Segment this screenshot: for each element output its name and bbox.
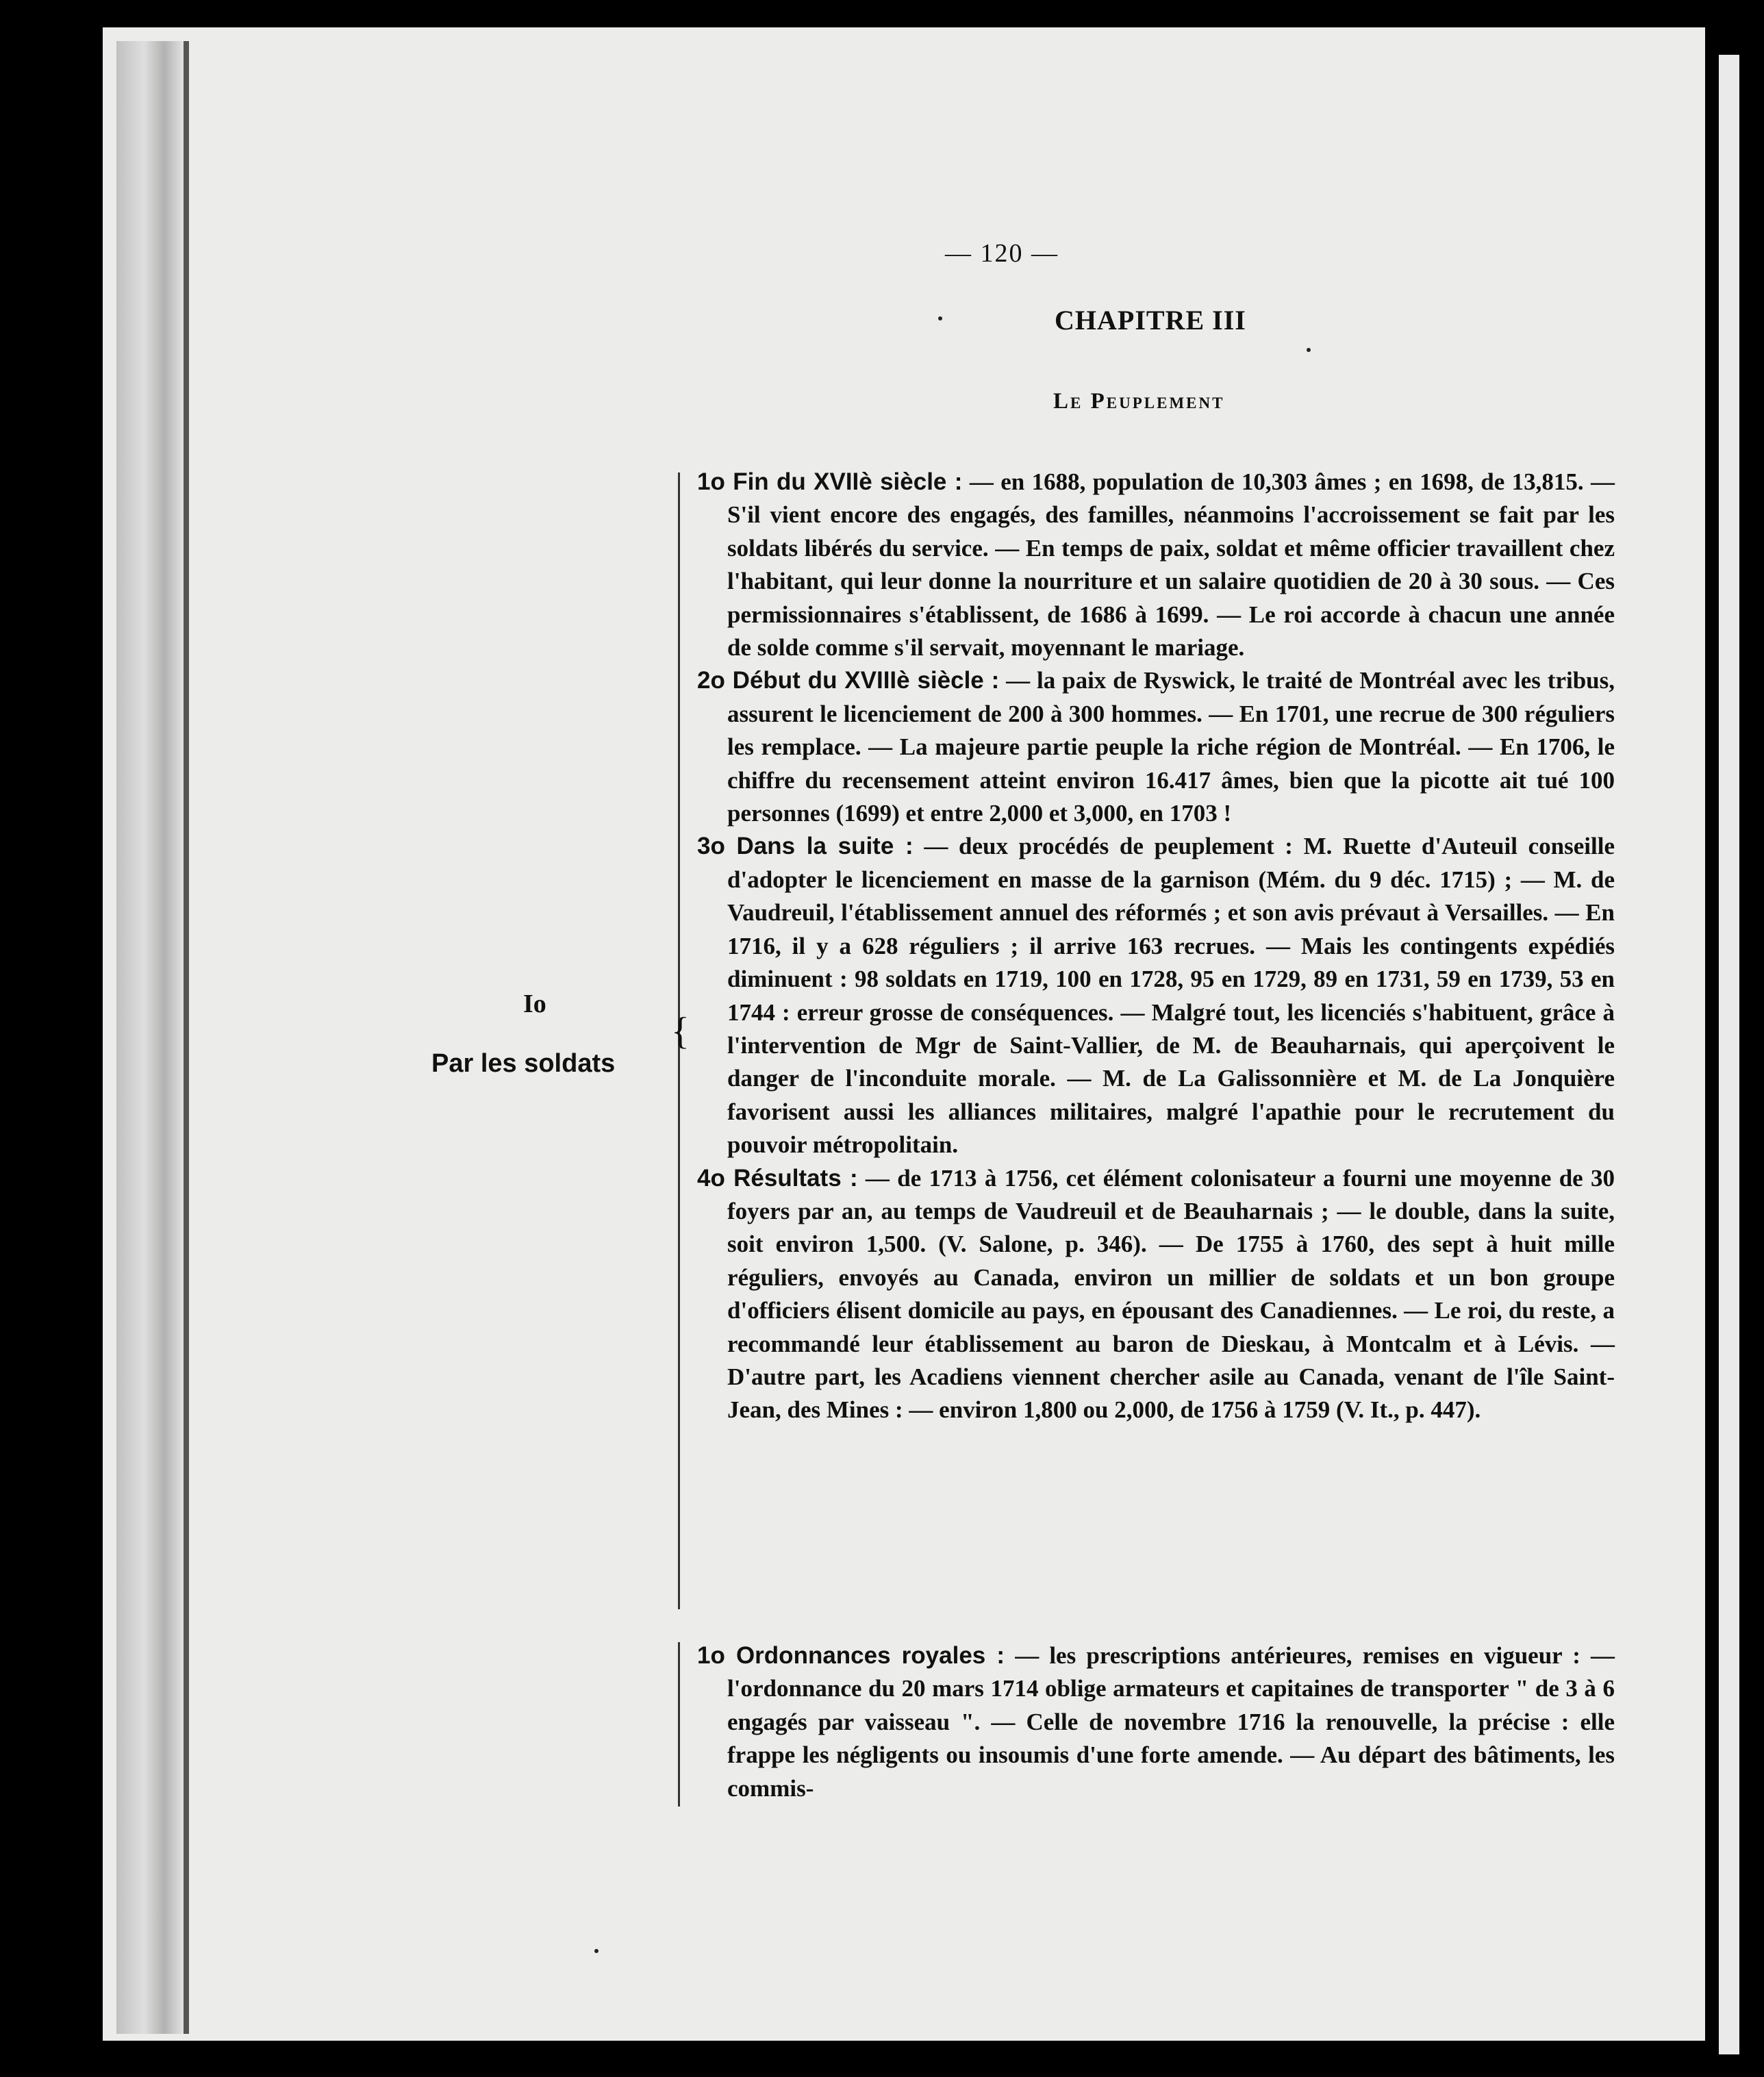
item-text: — les prescriptions antérieures, remises en vigueur : — l'ordonnance du 20 mars 1714 oblige armateurs et capitaines de transporter " de 3 à 6 engagés par vaisseau ". — Celle de novembre 1716 la renouvelle, la précise : elle frappe les négligents ou insoumis d'une forte amende. — Au départ des bâtiments, les commis-: [727, 1642, 1615, 1802]
margin-section-label: Par les soldats: [431, 1049, 616, 1078]
paragraph: [697, 830, 1615, 1161]
speck: [1307, 348, 1311, 352]
paragraph: [697, 1639, 1615, 1805]
speck: [938, 316, 942, 320]
item-label: 2o Début du XVIIIè siècle :: [697, 667, 1000, 694]
section-bracket: [678, 1642, 680, 1807]
page-number: — 120 —: [945, 239, 1059, 268]
book-binding: [116, 41, 185, 2034]
item-text: — de 1713 à 1756, cet élément colonisateur a fourni une moyenne de 30 foyers par an, au temps de Vaudreuil et de Beauharnais ; — le double, dans la suite, soit environ 1,500. (V. Salone, p. 346). — De 1755 à 1760, des sept à huit mille réguliers, envoyés au Canada, environ un millier de soldats et un bon groupe d'officiers élisent domicile au pays, en épousant des Canadiennes. — Le roi, du reste, a recommandé leur établissement au baron de Dieskau, à Montcalm et à Lévis. — D'autre part, les Acadiens viennent chercher asile au Canada, venant de l'île Saint-Jean, des Mines : — environ 1,800 ou 2,000, de 1756 à 1759 (V. It., p. 447).: [727, 1164, 1615, 1424]
binding-edge: [184, 41, 189, 2034]
item-text: — deux procédés de peuplement : M. Ruette d'Auteuil conseille d'adopter le licenciement en masse de la garnison (Mém. du 9 déc. 1715) ; — M. de Vaudreuil, l'établissement annuel des réformés ; et son avis prévaut à Versailles. — En 1716, il y a 628 réguliers ; il arrive 163 recrues. — Mais les contingents expédiés diminuent : 98 soldats en 1719, 100 en 1728, 95 en 1729, 89 en 1731, 59 en 1739, 53 en 1744 : erreur grosse de conséquences. — Malgré tout, les licenciés s'habituent, grâce à l'intervention de Mgr de Saint-Vallier, de M. de Beauharnais, qui aperçoivent le danger de l'inconduite morale. — M. de La Galissonnière et M. de La Jonquière favorisent aussi les alliances militaires, malgré l'apathie pour le recrutement du pouvoir métropolitain.: [727, 833, 1615, 1159]
margin-section-number: Io: [523, 990, 546, 1018]
speck: [594, 1949, 598, 1953]
paragraph: [697, 466, 1615, 664]
facing-page-edge: [1719, 55, 1739, 2054]
item-label: 1o Ordonnances royales :: [697, 1642, 1005, 1669]
section-body: [697, 1639, 1615, 1805]
section-title: Le Peuplement: [1053, 389, 1225, 414]
item-label: 1o Fin du XVIIè siècle :: [697, 468, 963, 495]
section-body: [697, 466, 1615, 1427]
paragraph: [697, 1162, 1615, 1427]
brace-mark: {: [671, 1010, 690, 1053]
paragraph: [697, 664, 1615, 830]
item-text: — en 1688, population de 10,303 âmes ; en 1698, de 13,815. — S'il vient encore des engagés, des familles, néanmoins l'accroissement se fait par les soldats libérés du service. — En temps de paix, soldat et même officier travaillent chez l'habitant, qui leur donne la nourriture et un salaire quotidien de 20 à 30 sous. — Ces permissionnaires s'établissent, de 1686 à 1699. — Le roi accorde à chacun une année de solde comme s'il servait, moyennant le mariage.: [727, 468, 1615, 662]
item-text: — la paix de Ryswick, le traité de Montréal avec les tribus, assurent le licenciement de 200 à 300 hommes. — En 1701, une recrue de 300 réguliers les remplace. — La majeure partie peuple la riche région de Montréal. — En 1706, le chiffre du recensement atteint environ 16.417 âmes, bien que la picotte ait tué 100 personnes (1699) et entre 2,000 et 3,000, en 1703 !: [727, 667, 1615, 827]
chapter-title: CHAPITRE III: [1055, 305, 1246, 336]
item-label: 4o Résultats :: [697, 1164, 858, 1192]
item-label: 3o Dans la suite :: [697, 833, 914, 860]
